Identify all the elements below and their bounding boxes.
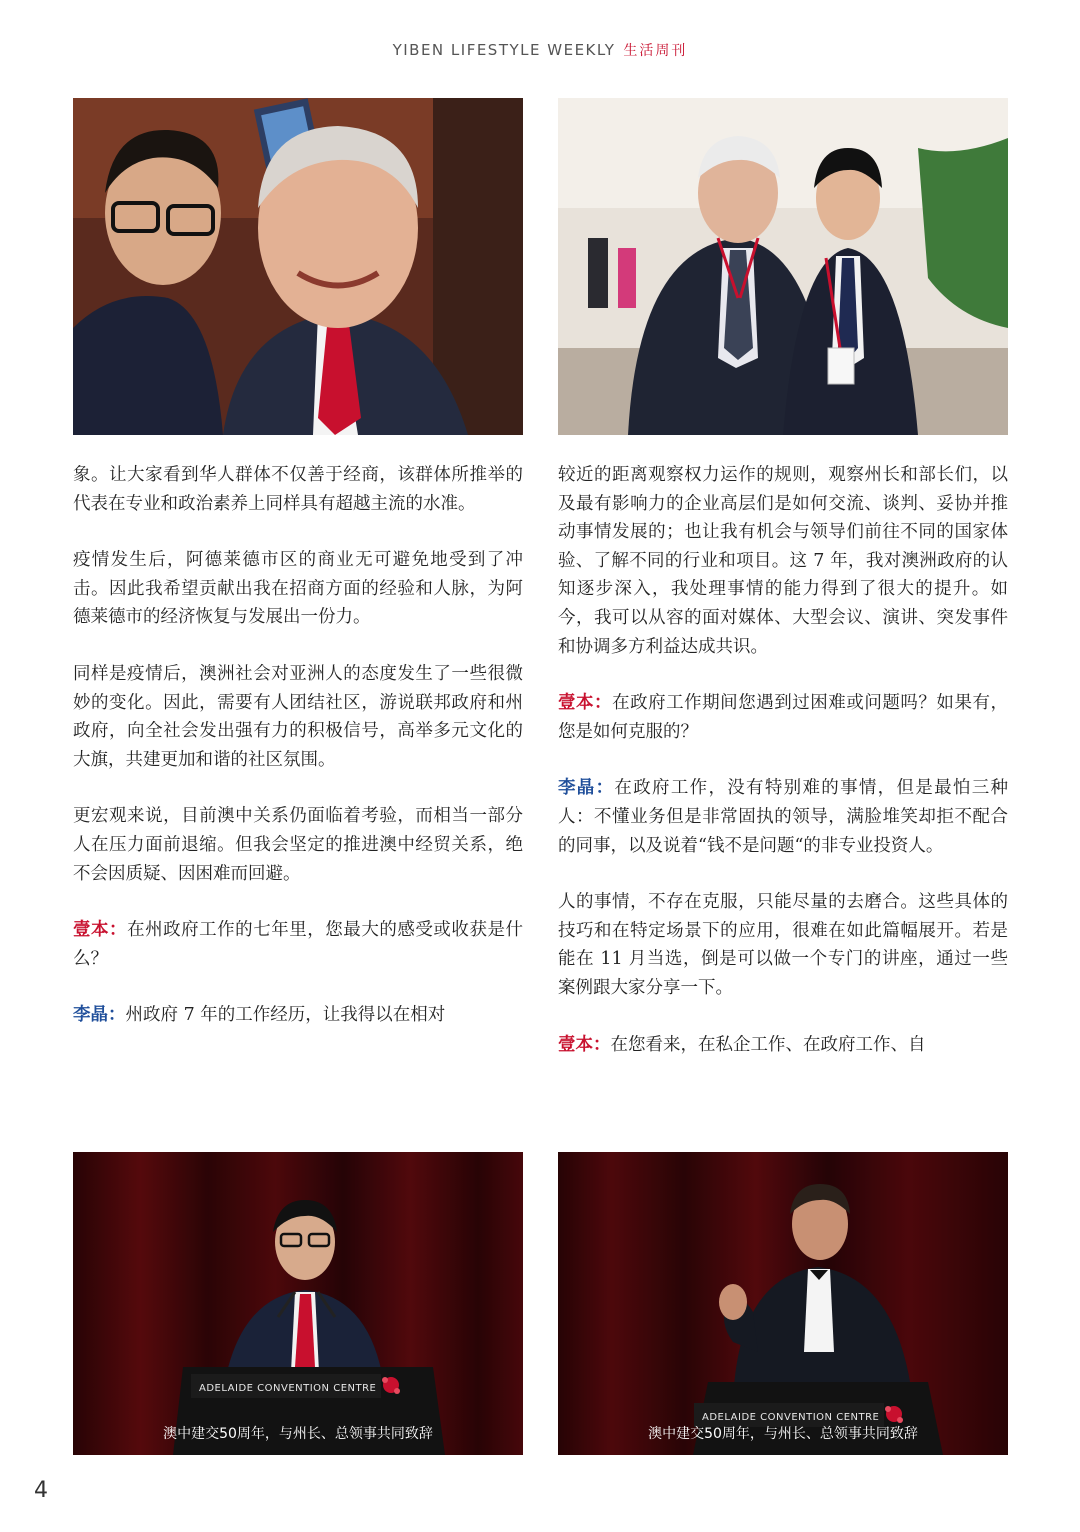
photo-selfie-with-politician [73,98,523,435]
answer-paragraph [73,1001,523,1030]
question-paragraph [558,689,1008,746]
photo-speech-illustration [73,1152,523,1455]
photo-caption: 澳中建交50周年，与州长、总领事共同致辞 [163,1426,433,1442]
speaker-label-lijing: 李晶： [73,1005,126,1026]
right-text-column [558,461,1008,1087]
question-paragraph [558,1031,1008,1060]
masthead-title-cn: 生活周刊 [623,43,688,59]
question-text: 在州政府工作的七年里，您最大的感受或收获是什么？ [73,920,523,969]
photo-two-men-lanyards [558,98,1008,435]
photo-premier-illustration [558,1152,1008,1455]
speaker-label-yiben: 壹本： [73,920,128,941]
answer-text: 州政府 7 年的工作经历，让我得以在相对 [125,1005,446,1026]
page-number: 4 [34,1478,48,1503]
masthead-title-en: YIBEN LIFESTYLE WEEKLY [392,41,616,59]
paragraph: 疫情发生后，阿德莱德市区的商业无可避免地受到了冲击。因此我希望贡献出我在招商方面的经验和人脉，为阿德莱德市的经济恢复与发展出一份力。 [73,550,523,628]
answer-paragraph [558,774,1008,860]
photo-speech-premier [558,1152,1008,1455]
left-text-column [73,461,523,1058]
photo-lanyards-illustration [558,98,1008,435]
speaker-label-yiben: 壹本： [558,1034,611,1055]
paragraph: 同样是疫情后，澳洲社会对亚洲人的态度发生了一些很微妙的变化。因此，需要有人团结社区，游说联邦政府和州政府，向全社会发出强有力的积极信号，高举多元文化的大旗，共建更加和谐的社区氛围。 [73,663,523,770]
paragraph: 较近的距离观察权力运作的规则，观察州长和部长们，以及最有影响力的企业高层们是如何交流、谈判、妥协并推动事情发展的；也让我有机会与领导们前往不同的国家体验、了解不同的行业和项目。这 7 年，我对澳洲政府的认知逐步深入，我处理事情的能力得到了很大的提升。如今，我可以从容的面对媒体、大型会议、演讲、突发事件和协调多方利益达成共识。 [558,465,1008,657]
paragraph: 更宏观来说，目前澳中关系仍面临着考验，而相当一部分人在压力面前退缩。但我会坚定的推进澳中经贸关系，绝不会因质疑、因困难而回避。 [73,806,523,884]
photo-selfie-illustration [73,98,523,435]
paragraph: 人的事情，不存在克服，只能尽量的去磨合。这些具体的技巧和在特定场景下的应用，很难在如此篇幅展开。若是能在 11 月当选，倒是可以做一个专门的讲座，通过一些案例跟大家分享一下。 [558,892,1008,998]
photo-caption: 澳中建交50周年，与州长、总领事共同致辞 [648,1426,918,1442]
masthead [0,40,1080,60]
paragraph: 象。让大家看到华人群体不仅善于经商，该群体所推举的代表在专业和政治素养上同样具有超越主流的水准。 [73,465,523,514]
question-text: 在政府工作期间您遇到过困难或问题吗？如果有，您是如何克服的？ [558,693,1008,742]
podium-sign-text: ADELAIDE CONVENTION CENTRE [199,1383,377,1394]
photo-speech-li-jing [73,1152,523,1455]
answer-text: 在政府工作，没有特别难的事情，但是最怕三种人：不懂业务但是非常固执的领导，满脸堆笑却拒不配合的同事，以及说着“钱不是问题“的非专业投资人。 [558,778,1009,856]
podium-sign-text: ADELAIDE CONVENTION CENTRE [702,1412,880,1423]
question-paragraph [73,916,523,973]
speaker-label-lijing: 李晶： [558,778,615,799]
question-text: 在您看来，在私企工作、在政府工作、自 [610,1034,926,1055]
speaker-label-yiben: 壹本： [558,693,613,714]
